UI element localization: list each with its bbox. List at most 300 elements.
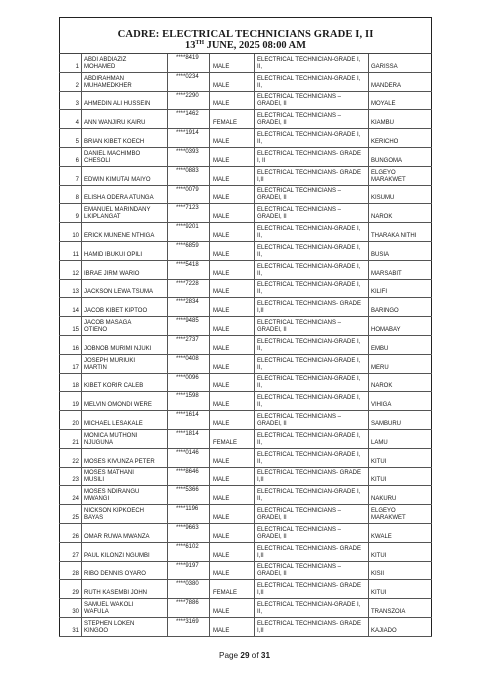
id-number-cell — [168, 317, 210, 335]
candidate-name: KIBET KORIR CALEB — [84, 383, 144, 390]
gender-cell — [210, 468, 255, 486]
id-number-cell — [168, 336, 210, 354]
candidate-name-cell — [82, 468, 168, 486]
id-number: ****0079 — [176, 186, 199, 193]
candidate-name-cell — [82, 430, 168, 448]
table-row — [59, 599, 432, 618]
county: NAROK — [371, 214, 393, 221]
candidate-name-cell — [82, 54, 168, 72]
county-cell — [369, 430, 432, 448]
page-of: of — [251, 651, 259, 660]
cadre-cell — [255, 223, 369, 241]
document-title: CADRE: ELECTRICAL TECHNICIANS GRADE I, II — [117, 29, 374, 40]
county: MANDERA — [371, 82, 402, 89]
cadre: ELECTRICAL TECHNICIAN-GRADE I, II, — [257, 263, 361, 277]
county-cell — [369, 374, 432, 392]
row-number-cell — [59, 54, 82, 72]
cadre-cell — [255, 374, 369, 392]
cadre-cell — [255, 148, 369, 166]
table-row — [59, 298, 432, 317]
row-number-cell — [59, 167, 82, 185]
cadre: ELECTRICAL TECHNICIAN-GRADE I, II, — [257, 376, 361, 390]
row-number-cell — [59, 486, 82, 504]
candidate-name-cell — [82, 599, 168, 617]
county: BUNGOMA — [371, 157, 403, 164]
cadre-cell — [255, 317, 369, 335]
row-number-cell — [59, 92, 82, 110]
cadre: ELECTRICAL TECHNICIAN-GRADE I, II, — [257, 338, 361, 352]
cadre: ELECTRICAL TECHNICIANS- GRADE I,II — [257, 470, 362, 484]
row-number-cell — [59, 580, 82, 598]
id-number-cell — [168, 580, 210, 598]
cadre: ELECTRICAL TECHNICIANS – GRADEI, II — [257, 94, 342, 108]
table-row — [59, 186, 432, 205]
county-cell — [369, 280, 432, 298]
county: TRANSZOIA — [371, 608, 406, 615]
table-row — [59, 167, 432, 186]
county-cell — [369, 562, 432, 580]
gender: MALE — [213, 232, 230, 239]
cadre: ELECTRICAL TECHNICIAN-GRADE I, II, — [257, 56, 361, 70]
id-number-cell — [168, 411, 210, 429]
table-row — [59, 562, 432, 581]
gender-cell — [210, 110, 255, 128]
candidate-name: MELVIN OMONDI WERE — [84, 402, 152, 409]
candidate-name: ABDI ABDIAZIZ MOHAMED — [84, 56, 127, 70]
gender-cell — [210, 167, 255, 185]
county-cell — [369, 223, 432, 241]
table-row — [59, 486, 432, 505]
gender: MALE — [213, 458, 230, 465]
candidate-name-cell — [82, 129, 168, 147]
cadre: ELECTRICAL TECHNICIAN-GRADE I, II, — [257, 225, 361, 239]
cadre-cell — [255, 505, 369, 523]
gender-cell — [210, 317, 255, 335]
id-number-cell — [168, 449, 210, 467]
id-number-cell — [168, 298, 210, 316]
candidate-name-cell — [82, 204, 168, 222]
county-cell — [369, 167, 432, 185]
row-number: 21 — [72, 439, 79, 446]
gender-cell — [210, 524, 255, 542]
row-number: 15 — [72, 326, 79, 333]
candidate-name: EMANUEL MARINDANY LKIPLANGAT — [84, 207, 151, 221]
row-number-cell — [59, 261, 82, 279]
gender-cell — [210, 618, 255, 636]
cadre: ELECTRICAL TECHNICIAN-GRADE I, II, — [257, 395, 361, 409]
cadre: ELECTRICAL TECHNICIANS – GRADEI, II — [257, 526, 342, 540]
cadre-cell — [255, 242, 369, 260]
candidate-name-cell — [82, 543, 168, 561]
county-cell — [369, 449, 432, 467]
gender: FEMALE — [213, 120, 238, 127]
county-cell — [369, 317, 432, 335]
id-number-cell — [168, 54, 210, 72]
gender-cell — [210, 430, 255, 448]
gender: MALE — [213, 402, 230, 409]
cadre-cell — [255, 261, 369, 279]
row-number-cell — [59, 543, 82, 561]
county-cell — [369, 186, 432, 204]
gender: MALE — [213, 251, 230, 258]
candidate-name: IBRAE JIRM WARIO — [84, 270, 140, 277]
table-row — [59, 148, 432, 167]
candidate-name-cell — [82, 505, 168, 523]
id-number: ****0408 — [176, 355, 199, 362]
candidate-name: NICKSON KIPKOECH BAYAS — [84, 507, 145, 521]
row-number-cell — [59, 148, 82, 166]
gender-cell — [210, 449, 255, 467]
row-number-cell — [59, 392, 82, 410]
row-number-cell — [59, 524, 82, 542]
table-row — [59, 580, 432, 599]
cadre-cell — [255, 411, 369, 429]
candidate-name: BRIAN KIBET KOECH — [84, 138, 145, 145]
county-cell — [369, 242, 432, 260]
row-number: 9 — [75, 214, 79, 221]
cadre: ELECTRICAL TECHNICIAN-GRADE I, II, — [257, 489, 361, 503]
county-cell — [369, 298, 432, 316]
row-number-cell — [59, 317, 82, 335]
id-number-cell — [168, 543, 210, 561]
id-number: ****1462 — [176, 111, 199, 118]
county-cell — [369, 336, 432, 354]
row-number: 28 — [72, 571, 79, 578]
gender: FEMALE — [213, 439, 238, 446]
county: VIHIGA — [371, 402, 392, 409]
gender: MALE — [213, 157, 230, 164]
county-cell — [369, 392, 432, 410]
id-number: ****9197 — [176, 562, 199, 569]
candidate-name: MICHAEL LESAKALE — [84, 420, 143, 427]
table-row — [59, 110, 432, 129]
candidate-name-cell — [82, 261, 168, 279]
gender: MALE — [213, 270, 230, 277]
id-number-cell — [168, 242, 210, 260]
row-number-cell — [59, 355, 82, 373]
cadre-cell — [255, 618, 369, 636]
candidate-name-cell — [82, 73, 168, 91]
id-number: ****6859 — [176, 242, 199, 249]
candidates-table — [59, 53, 432, 637]
county-cell — [369, 486, 432, 504]
cadre: ELECTRICAL TECHNICIANS – GRADEI, II — [257, 207, 342, 221]
county: MOYALE — [371, 101, 396, 108]
table-row — [59, 355, 432, 374]
candidate-name-cell — [82, 562, 168, 580]
gender-cell — [210, 599, 255, 617]
gender-cell — [210, 54, 255, 72]
row-number-cell — [59, 110, 82, 128]
candidate-name-cell — [82, 580, 168, 598]
table-row — [59, 449, 432, 468]
date-rest: JUNE, 2025 08:00 AM — [204, 40, 306, 51]
county-cell — [369, 580, 432, 598]
cadre-cell — [255, 599, 369, 617]
table-row — [59, 618, 432, 637]
id-number: ****6102 — [176, 543, 199, 550]
id-number-cell — [168, 430, 210, 448]
cadre: ELECTRICAL TECHNICIAN-GRADE I, II, — [257, 432, 361, 446]
id-number: ****0883 — [176, 167, 199, 174]
county: GARISSA — [371, 63, 398, 70]
table-row — [59, 524, 432, 543]
row-number-cell — [59, 618, 82, 636]
candidate-name-cell — [82, 167, 168, 185]
table-row — [59, 543, 432, 562]
row-number: 26 — [72, 533, 79, 540]
id-number: ****9663 — [176, 524, 199, 531]
id-number-cell — [168, 505, 210, 523]
county-cell — [369, 618, 432, 636]
candidate-name: MOSES KIVUNZA PETER — [84, 458, 155, 465]
id-number: ****1196 — [176, 506, 199, 513]
gender: MALE — [213, 308, 230, 315]
gender-cell — [210, 261, 255, 279]
county: SAMBURU — [371, 420, 402, 427]
table-row — [59, 411, 432, 430]
row-number-cell — [59, 430, 82, 448]
candidate-name: JACOB KIBET KIPTOO — [84, 308, 148, 315]
table-row — [59, 73, 432, 92]
id-number-cell — [168, 486, 210, 504]
candidate-name-cell — [82, 336, 168, 354]
county-cell — [369, 54, 432, 72]
cadre-cell — [255, 167, 369, 185]
id-number: ****2290 — [176, 92, 199, 99]
cadre: ELECTRICAL TECHNICIANS- GRADE I,II — [257, 583, 362, 597]
id-number-cell — [168, 223, 210, 241]
county-cell — [369, 599, 432, 617]
table-row — [59, 92, 432, 111]
candidate-name: MONICA MUTHONI NJUGUNA — [84, 432, 138, 446]
candidate-name-cell — [82, 110, 168, 128]
candidate-name: EDWIN KIMUTAI MAIYO — [84, 176, 151, 183]
candidate-name: ABDIRAHMAN MUHAMEDKHER — [84, 75, 132, 89]
table-row — [59, 204, 432, 223]
gender-cell — [210, 129, 255, 147]
row-number-cell — [59, 280, 82, 298]
row-number: 22 — [72, 458, 79, 465]
candidate-name-cell — [82, 242, 168, 260]
id-number-cell — [168, 599, 210, 617]
row-number-cell — [59, 204, 82, 222]
county: BUSIA — [371, 251, 390, 258]
row-number: 19 — [72, 402, 79, 409]
id-number: ****9201 — [176, 224, 199, 231]
gender: MALE — [213, 571, 230, 578]
county: KILIFI — [371, 289, 388, 296]
gender: MALE — [213, 289, 230, 296]
county: KISII — [371, 571, 385, 578]
gender-cell — [210, 336, 255, 354]
gender-cell — [210, 411, 255, 429]
gender: MALE — [213, 364, 230, 371]
candidate-name: HAMID IBUKUI OPILI — [84, 251, 143, 258]
county-cell — [369, 148, 432, 166]
county: NAKURU — [371, 496, 397, 503]
id-number-cell — [168, 280, 210, 298]
id-number-cell — [168, 392, 210, 410]
county: KITUI — [371, 477, 387, 484]
cadre: ELECTRICAL TECHNICIANS- GRADE I,II — [257, 169, 362, 183]
gender: MALE — [213, 477, 230, 484]
county-cell — [369, 468, 432, 486]
row-number: 6 — [75, 157, 79, 164]
cadre: ELECTRICAL TECHNICIANS – GRADEI, II — [257, 564, 342, 578]
gender-cell — [210, 392, 255, 410]
cadre-cell — [255, 562, 369, 580]
id-number: ****1814 — [176, 430, 199, 437]
row-number: 24 — [72, 496, 79, 503]
gender-cell — [210, 186, 255, 204]
county: EMBU — [371, 345, 389, 352]
id-number-cell — [168, 73, 210, 91]
gender-cell — [210, 505, 255, 523]
gender: MALE — [213, 420, 230, 427]
cadre-cell — [255, 392, 369, 410]
cadre: ELECTRICAL TECHNICIANS – GRADEI, II — [257, 188, 342, 202]
id-number: ****0146 — [176, 449, 199, 456]
county: THARAKA NITHI — [371, 232, 417, 239]
table-row — [59, 317, 432, 336]
row-number: 31 — [72, 627, 79, 634]
candidate-name: AHMEDIN ALI HUSSEIN — [84, 101, 151, 108]
candidate-name-cell — [82, 411, 168, 429]
cadre: ELECTRICAL TECHNICIAN-GRADE I, II, — [257, 601, 361, 615]
county-cell — [369, 261, 432, 279]
id-number: ****0096 — [176, 374, 199, 381]
candidate-name-cell — [82, 92, 168, 110]
cadre-cell — [255, 524, 369, 542]
table-row — [59, 242, 432, 261]
row-number-cell — [59, 411, 82, 429]
gender: MALE — [213, 82, 230, 89]
id-number-cell — [168, 618, 210, 636]
row-number: 20 — [72, 420, 79, 427]
county-cell — [369, 355, 432, 373]
county: KERICHO — [371, 138, 399, 145]
row-number: 13 — [72, 289, 79, 296]
county-cell — [369, 524, 432, 542]
candidate-name-cell — [82, 223, 168, 241]
id-number-cell — [168, 355, 210, 373]
id-number: ****7886 — [176, 600, 199, 607]
id-number-cell — [168, 186, 210, 204]
row-number-cell — [59, 505, 82, 523]
gender-cell — [210, 486, 255, 504]
gender-cell — [210, 374, 255, 392]
cadre: ELECTRICAL TECHNICIAN-GRADE I, II, — [257, 75, 361, 89]
cadre: ELECTRICAL TECHNICIAN-GRADE I, II, — [257, 131, 361, 145]
id-number: ****1914 — [176, 130, 199, 137]
id-number: ****0393 — [176, 148, 199, 155]
candidate-name: ELISHA ODERA ATUNGA — [84, 195, 154, 202]
row-number: 11 — [72, 251, 79, 258]
id-number: ****1614 — [176, 412, 199, 419]
cadre: ELECTRICAL TECHNICIANS- GRADE I,II — [257, 620, 362, 634]
county-cell — [369, 92, 432, 110]
gender-cell — [210, 148, 255, 166]
cadre-cell — [255, 486, 369, 504]
county: ELGEYO MARAKWET — [371, 507, 406, 521]
cadre: ELECTRICAL TECHNICIANS- GRADE I,II — [257, 545, 362, 559]
county-cell — [369, 543, 432, 561]
candidate-name-cell — [82, 392, 168, 410]
gender-cell — [210, 223, 255, 241]
id-number: ****2834 — [176, 299, 199, 306]
row-number: 27 — [72, 552, 79, 559]
candidate-name-cell — [82, 524, 168, 542]
table-row — [59, 280, 432, 299]
candidate-name: JACKSON LEWA TSUMA — [84, 289, 154, 296]
county-cell — [369, 411, 432, 429]
county: KIAMBU — [371, 120, 395, 127]
cadre-cell — [255, 92, 369, 110]
gender-cell — [210, 298, 255, 316]
id-number-cell — [168, 110, 210, 128]
cadre-cell — [255, 468, 369, 486]
row-number: 2 — [75, 82, 79, 89]
page-total: 31 — [260, 651, 271, 660]
county-cell — [369, 110, 432, 128]
id-number-cell — [168, 261, 210, 279]
cadre: ELECTRICAL TECHNICIANS – GRADEI, II — [257, 507, 342, 521]
candidate-name-cell — [82, 280, 168, 298]
candidate-name-cell — [82, 618, 168, 636]
cadre-cell — [255, 73, 369, 91]
cadre: ELECTRICAL TECHNICIANS – GRADEI, II — [257, 113, 342, 127]
county: MERU — [371, 364, 389, 371]
candidate-name-cell — [82, 374, 168, 392]
gender: MALE — [213, 496, 230, 503]
row-number-cell — [59, 336, 82, 354]
document-date — [60, 40, 431, 51]
row-number: 5 — [75, 138, 79, 145]
candidate-name: MOSES MATHANI MUSILI — [84, 470, 134, 484]
county: KITUI — [371, 590, 387, 597]
cadre-cell — [255, 129, 369, 147]
row-number-cell — [59, 374, 82, 392]
county: BARINGO — [371, 308, 399, 315]
row-number: 4 — [75, 120, 79, 127]
candidate-name: SAMUEL WAKOLI WAFULA — [84, 601, 134, 615]
id-number: ****0380 — [176, 581, 199, 588]
table-row — [59, 223, 432, 242]
row-number-cell — [59, 449, 82, 467]
gender: MALE — [213, 533, 230, 540]
county: LAMU — [371, 439, 388, 446]
id-number: ****0234 — [176, 73, 199, 80]
id-number: ****8646 — [176, 468, 199, 475]
gender: MALE — [213, 176, 230, 183]
county-cell — [369, 129, 432, 147]
table-row — [59, 54, 432, 73]
id-number: ****1598 — [176, 393, 199, 400]
id-number-cell — [168, 204, 210, 222]
id-number-cell — [168, 129, 210, 147]
page-word: Page — [218, 651, 239, 660]
county-cell — [369, 73, 432, 91]
gender: MALE — [213, 195, 230, 202]
row-number: 12 — [72, 270, 79, 277]
page-footer — [0, 651, 489, 661]
cadre-cell — [255, 430, 369, 448]
candidate-name: ERICK MUNENE NTHIGA — [84, 232, 155, 239]
candidate-name: RIBO DENNIS OYARO — [84, 571, 146, 578]
row-number-cell — [59, 599, 82, 617]
candidate-name: STEPHEN LOKEN KINGOO — [84, 620, 135, 634]
